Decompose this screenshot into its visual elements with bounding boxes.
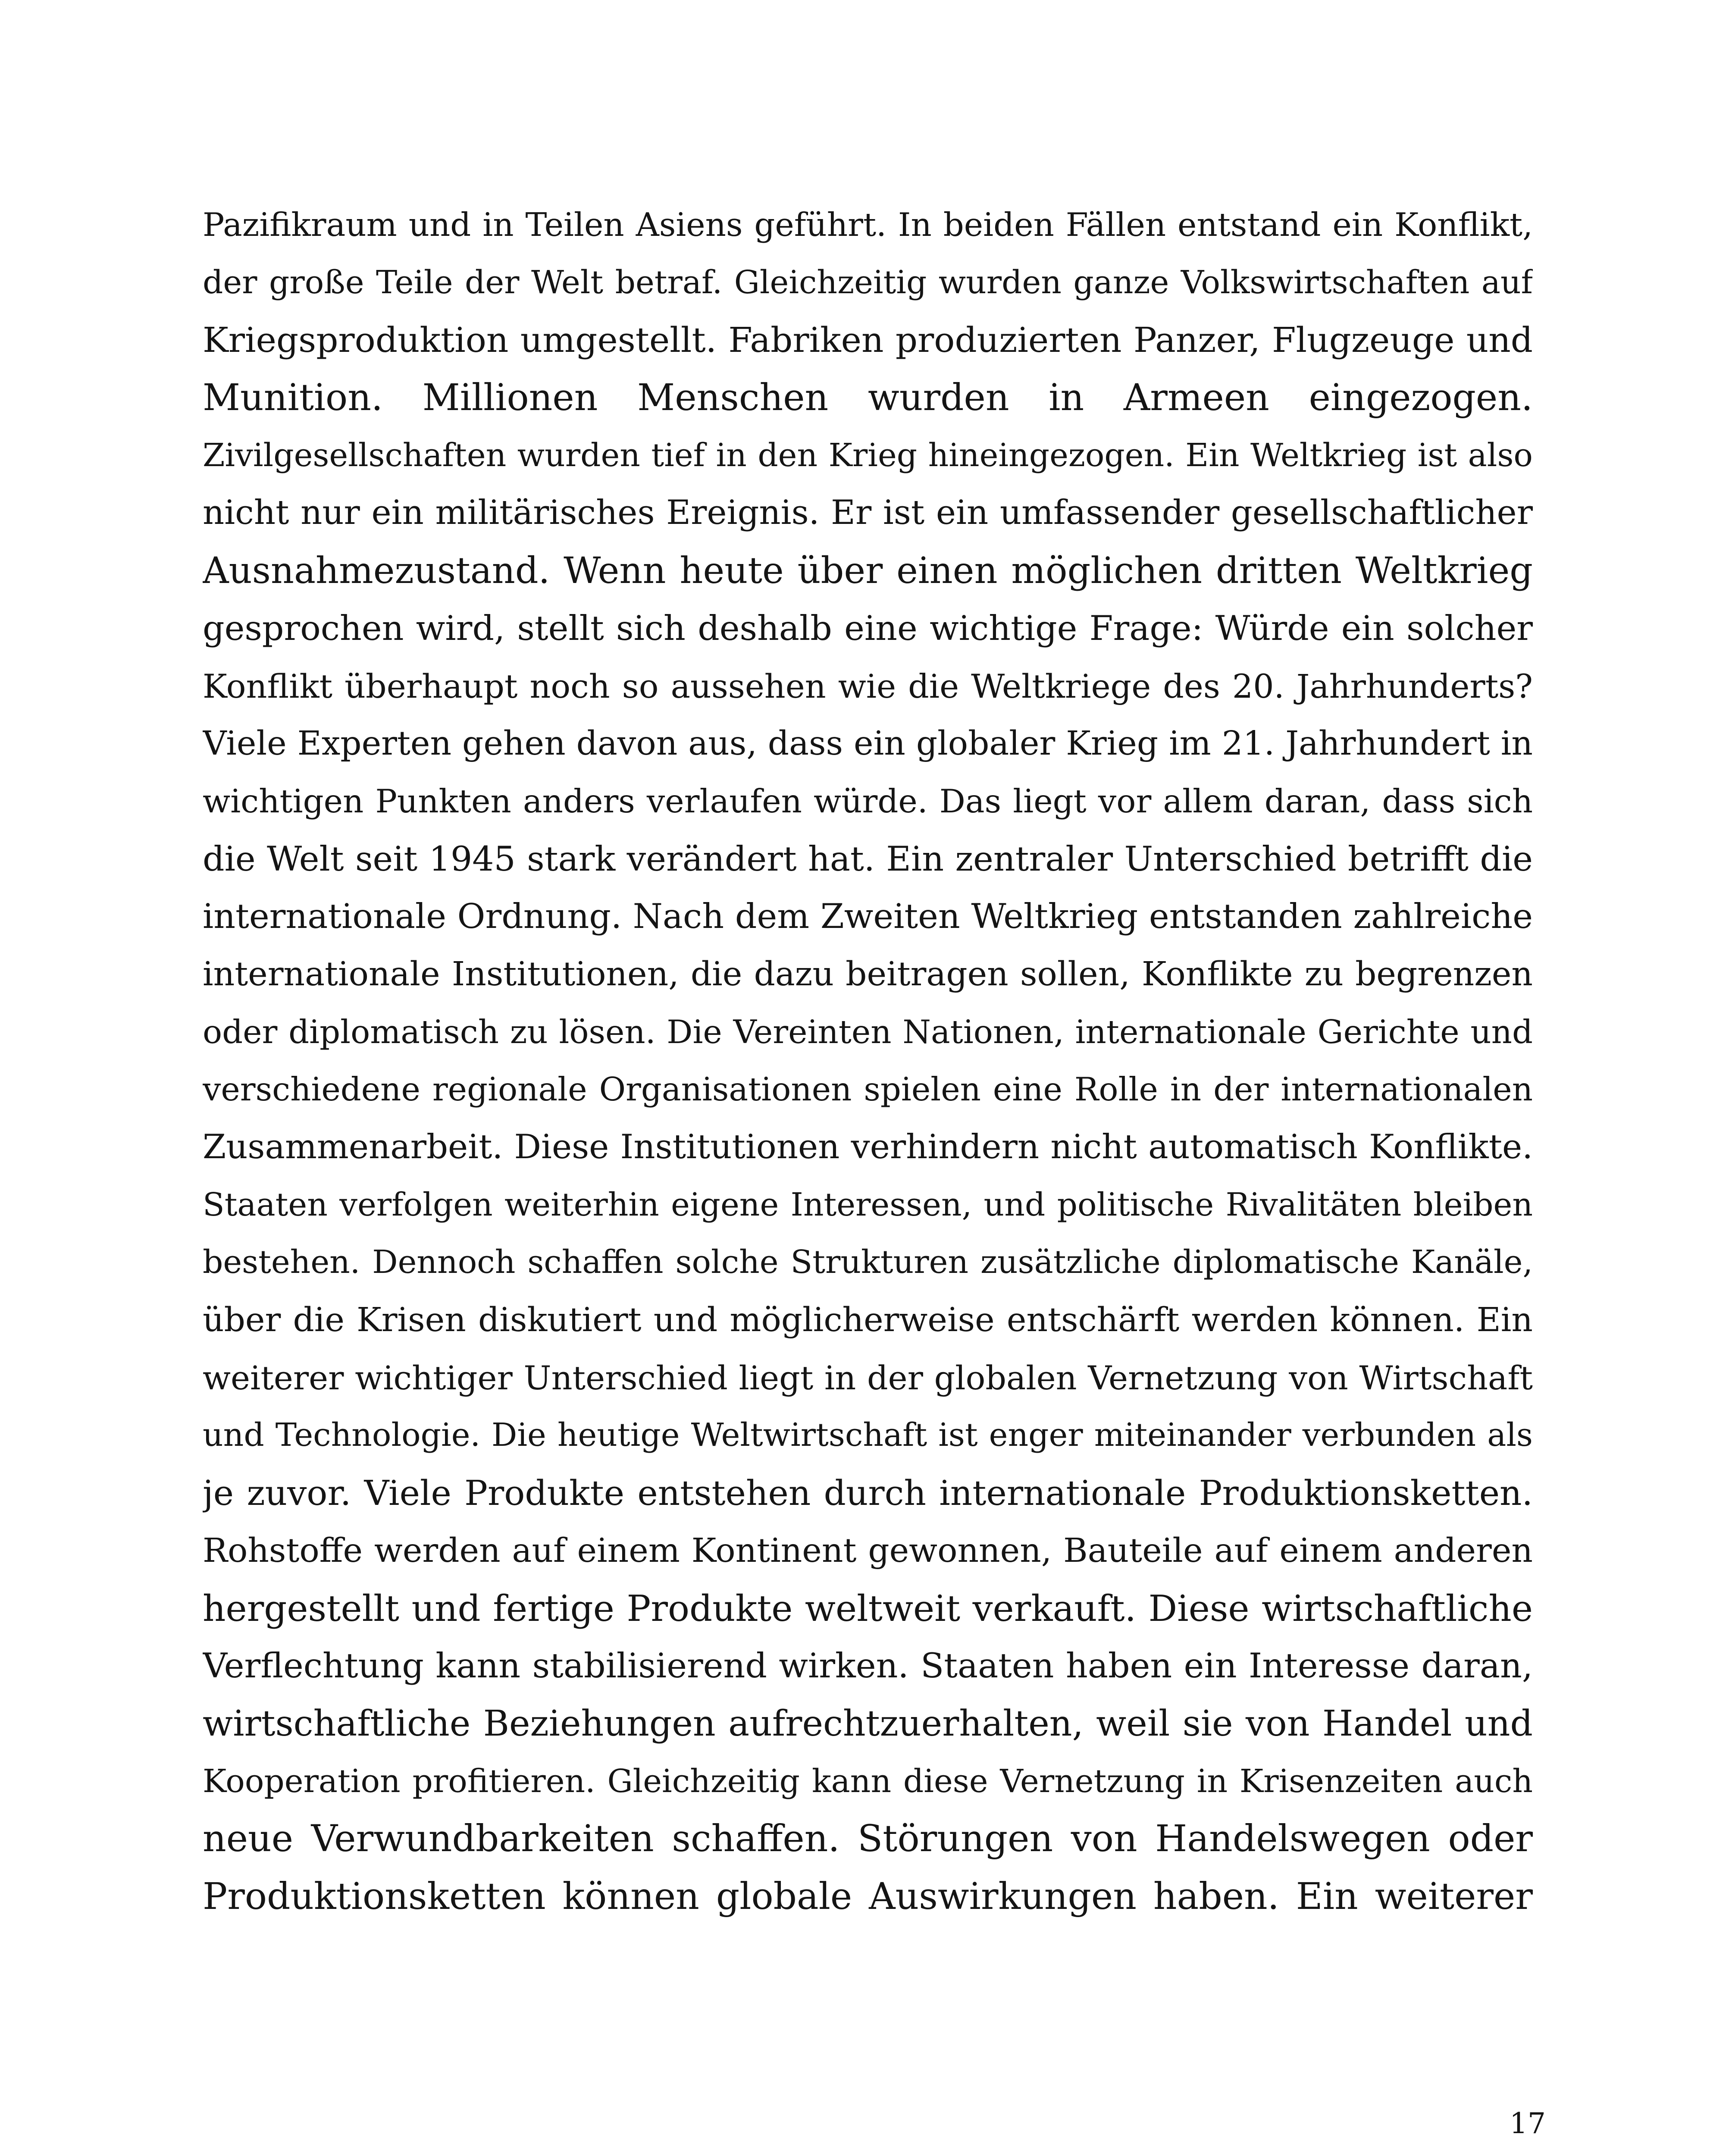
text-line: bestehen. Dennoch schaffen solche Strukturen zusätzliche diplomatische Kanäle, — [203, 1244, 1533, 1281]
text-line: je zuvor. Viele Produkte entstehen durch internationale Produktionsketten. — [203, 1473, 1533, 1514]
text-line: weiterer wichtiger Unterschied liegt in der globalen Vernetzung von Wirtschaft — [203, 1358, 1533, 1397]
body-text — [203, 196, 1533, 1926]
text-line: Kooperation profitieren. Gleichzeitig kann diese Vernetzung in Krisenzeiten auch — [203, 1762, 1533, 1800]
text-line: verschiedene regionale Organisationen spielen eine Rolle in der internationalen — [203, 1070, 1533, 1109]
text-line: wirtschaftliche Beziehungen aufrechtzuerhalten, weil sie von Handel und — [203, 1703, 1533, 1744]
text-line: Produktionsketten können globale Auswirkungen haben. Ein weiterer — [203, 1875, 1533, 1918]
text-line: hergestellt und fertige Produkte weltweit verkauft. Diese wirtschaftliche — [203, 1587, 1533, 1630]
text-line: und Technologie. Die heutige Weltwirtschaft ist enger miteinander verbunden als — [203, 1416, 1533, 1454]
text-line: Verflechtung kann stabilisierend wirken. Staaten haben ein Interesse daran, — [203, 1646, 1533, 1686]
text-line: Zivilgesellschaften wurden tief in den Krieg hineingezogen. Ein Weltkrieg ist also — [203, 436, 1533, 474]
text-line: über die Krisen diskutiert und möglicherweise entschärft werden können. Ein — [203, 1301, 1533, 1340]
text-line: Viele Experten gehen davon aus, dass ein globaler Krieg im 21. Jahrhundert in — [203, 724, 1533, 763]
text-line: nicht nur ein militärisches Ereignis. Er ist ein umfassender gesellschaftlicher — [203, 493, 1533, 533]
text-line: internationale Institutionen, die dazu beitragen sollen, Konflikte zu begrenzen — [203, 955, 1533, 993]
text-line: Pazifikraum und in Teilen Asiens geführt. In beiden Fällen entstand ein Konflikt, — [203, 206, 1533, 244]
text-line: oder diplomatisch zu lösen. Die Vereinten Nationen, internationale Gerichte und — [203, 1012, 1533, 1051]
text-line: der große Teile der Welt betraf. Gleichzeitig wurden ganze Volkswirtschaften auf — [203, 263, 1533, 301]
text-line: Konflikt überhaupt noch so aussehen wie die Weltkriege des 20. Jahrhunderts? — [203, 667, 1533, 705]
text-line: die Welt seit 1945 stark verändert hat. Ein zentraler Unterschied betrifft die — [203, 839, 1533, 879]
text-line: Rohstoffe werden auf einem Kontinent gewonnen, Bauteile auf einem anderen — [203, 1531, 1533, 1570]
text-line: neue Verwundbarkeiten schaffen. Störungen von Handelswegen oder — [203, 1818, 1533, 1861]
page-number: 17 — [1510, 2107, 1546, 2140]
text-line: wichtigen Punkten anders verlaufen würde. Das liegt vor allem daran, dass sich — [203, 782, 1533, 820]
text-line: internationale Ordnung. Nach dem Zweiten Weltkrieg entstanden zahlreiche — [203, 896, 1533, 937]
text-line: Munition. Millionen Menschen wurden in Armeen eingezogen. — [203, 376, 1533, 420]
text-line: Kriegsproduktion umgestellt. Fabriken produzierten Panzer, Flugzeuge und — [203, 320, 1533, 360]
text-line: Staaten verfolgen weiterhin eigene Interessen, und politische Rivalitäten bleiben — [203, 1186, 1533, 1223]
text-line: Ausnahmezustand. Wenn heute über einen möglichen dritten Weltkrieg — [203, 549, 1533, 592]
text-line: gesprochen wird, stellt sich deshalb eine wichtige Frage: Würde ein solcher — [203, 608, 1533, 648]
text-line: Zusammenarbeit. Diese Institutionen verhindern nicht automatisch Konflikte. — [203, 1128, 1533, 1166]
